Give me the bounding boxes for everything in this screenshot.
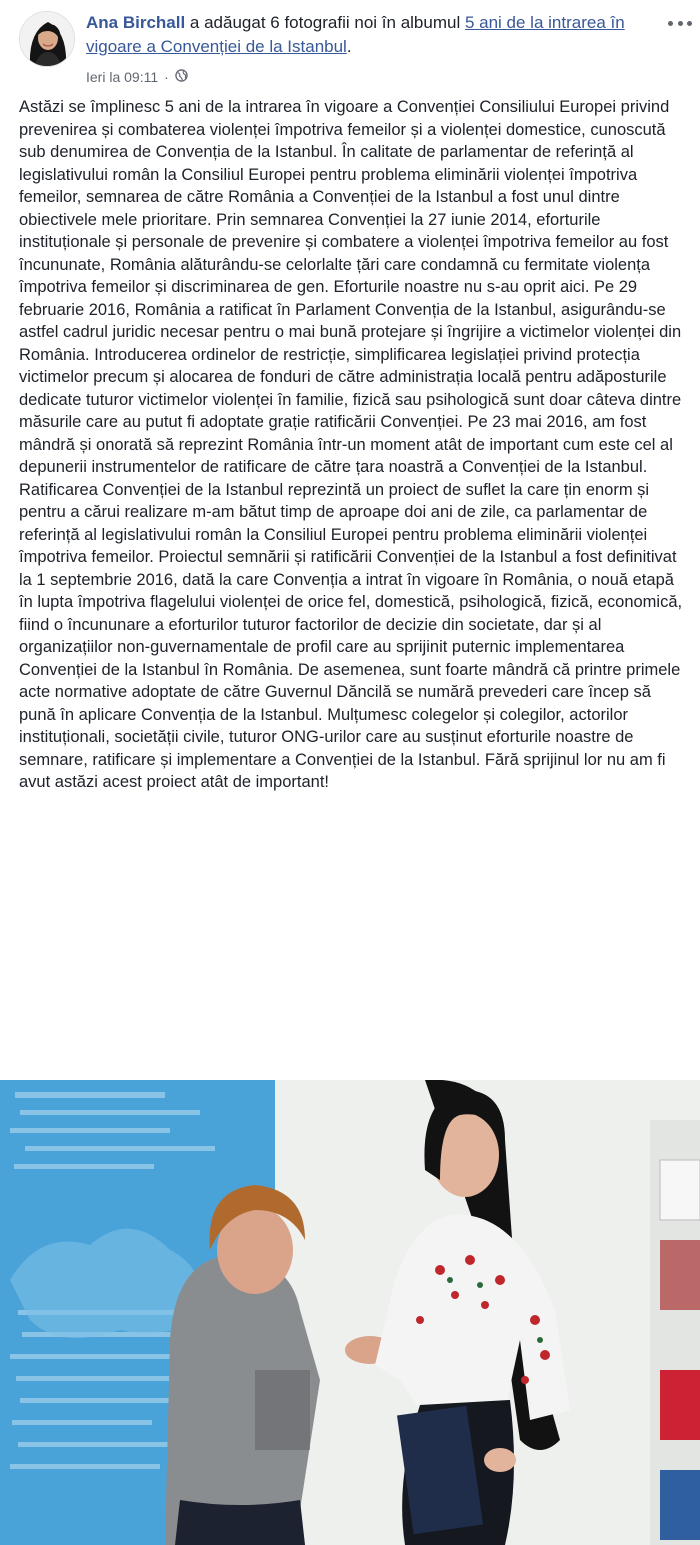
album-suffix: . <box>346 37 352 56</box>
post-action-text: a adăugat 6 fotografii noi în albumul <box>185 13 465 32</box>
post-photo[interactable] <box>0 1080 700 1545</box>
author-name-link[interactable]: Ana Birchall <box>86 13 186 32</box>
author-avatar[interactable] <box>19 11 75 67</box>
post-headline <box>86 11 642 59</box>
post-meta <box>86 67 188 87</box>
post-body-text: Astăzi se împlinesc 5 ani de la intrarea în vigoare a Convenției Consiliului Europei privind prevenirea și combaterea violenței împotriva femeilor și a violenței domestice, cunoscută sub denumirea de Convenția de la Istanbul. În calitate de parlamentar de referință al legislativului român la Consiliul Europei pentru problema eliminării violenței împotriva femeilor, semnarea de către România a Convenției de la Istanbul a fost unul dintre obiectivele mele prioritare. Prin semnarea Convenției la 27 iunie 2014, eforturile instituționale și personale de prevenire și combatere a violenței împotriva femeilor au fost încununate, România alăturându-se celorlalte țări care condamnă cu fermitate violența împotriva femeilor și discriminarea de gen. Eforturile noastre nu s-au oprit aici. Pe 29 februarie 2016, România a ratificat în Parlament Convenția de la Istanbul, asigurându-se astfel cadrul juridic necesar pentru o mai bună protejare și îngrijire a victimelor violenței din România. Introducerea ordinelor de restricție, simplificarea legislației privind protecția victimelor precum și alocarea de fonduri de către administrația locală pentru adăposturile dedicate tuturor victimelor violenței în familie, fizică sau psihologică sunt doar câteva dintre măsurile care au putut fi adoptate grație ratificării Convenției. Pe 23 mai 2016, am fost mândră și onorată să reprezint România într-un moment atât de important cum este cel al depunerii instrumentelor de ratificare de către țara noastră a Convenției de la Istanbul. Ratificarea Convenției de la Istanbul reprezintă un proiect de suflet la care țin enorm și pentru a cărui realizare m-am bătut timp de aproape doi ani de zile, ca parlamentar de referință al legislativului român la Consiliul Europei pentru problema eliminării violenței împotriva femeilor. Proiectul semnării și ratificării Convenției de la Istanbul a fost definitivat la 1 septembrie 2016, dată la care Convenția a intrat în vigoare în România, o nouă etapă în lupta împotriva flagelului violenței de orice fel, domestică, psihologică, fizică, economică, fiind o încununare a eforturilor tuturor factorilor de decizie din societate, dar și al organizațiilor non-guvernamentale de profil care au sprijinit puternic implementarea Convenției de la Istanbul în România. De asemenea, sunt foarte mândră că printre primele acte normative adoptate de către Guvernul Dăncilă se numără prevederi care încep să pună în aplicare Convenția de la Istanbul. Mulțumesc colegelor și colegilor, actorilor instituționali, societății civile, tuturor ONG-urilor care au susținut eforturile noastre de semnare, ratificare și implementare a Convenției de la Istanbul. Fără sprijinul lor nu am fi avut astăzi acest proiect atât de important! <box>19 98 683 791</box>
dot-separator: · <box>164 69 169 85</box>
post-header <box>0 0 700 92</box>
more-options-icon[interactable] <box>668 14 692 32</box>
post-timestamp[interactable]: Ieri la 09:11 <box>86 69 159 85</box>
album-link[interactable]: 5 ani de la intrarea în vigoare a Convenției de la Istanbul <box>86 13 625 56</box>
globe-icon[interactable] <box>175 69 188 85</box>
